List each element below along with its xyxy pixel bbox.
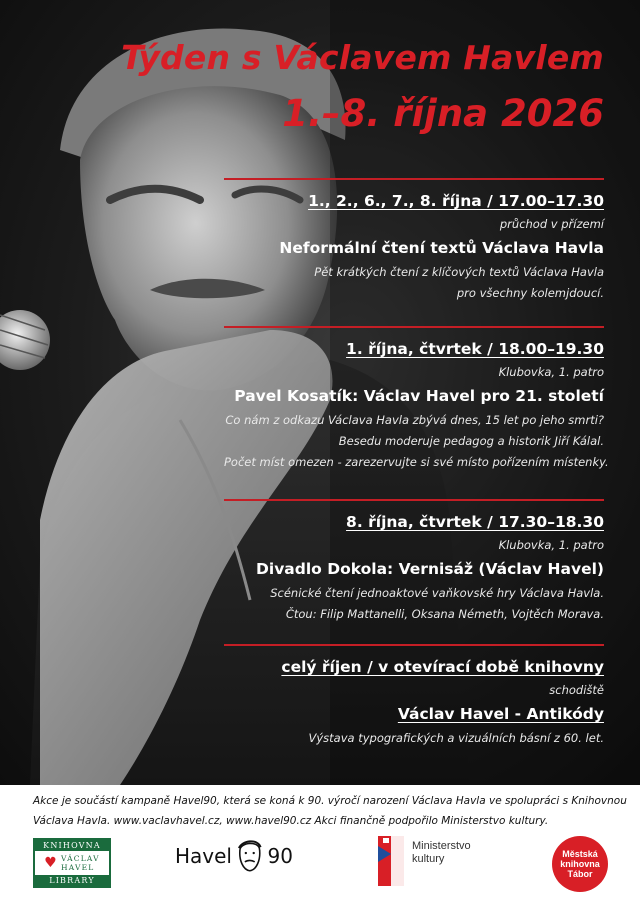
event-datetime: 8. října, čtvrtek / 17.30–18.30 (346, 513, 604, 531)
event-title: Neformální čtení textů Václava Havla (279, 239, 604, 257)
event-description: Co nám z odkazu Václava Havla zbývá dnes, 15 let po jeho smrti? (225, 413, 604, 427)
havel90-logo-right: 90 (267, 844, 293, 868)
event-title: Václav Havel - Antikódy (397, 705, 604, 723)
poster-dates: 1.–8. října 2026 (282, 92, 604, 135)
event-description: Čtou: Filip Mattanelli, Oksana Németh, Vojtěch Morava. (285, 607, 604, 621)
event-description: Besedu moderuje pedagog a historik Jiří Kálal. (338, 434, 604, 448)
event-datetime: 1., 2., 6., 7., 8. října / 17.00–17.30 (308, 192, 604, 210)
event-block (224, 499, 604, 625)
city-library-name: Městská (562, 849, 598, 859)
event-description: Pět krátkých čtení z klíčových textů Václava Havla (314, 265, 604, 279)
ministry-name: Ministerstvo (412, 840, 471, 852)
event-description: pro všechny kolemjdoucí. (456, 286, 604, 300)
divider (224, 499, 604, 501)
havel-face-icon (236, 838, 264, 874)
city-library-logo (552, 836, 608, 892)
ministry-of-culture-logo (378, 836, 488, 888)
event-description: Počet míst omezen - zarezervujte si své místo pořízením místenky. (224, 455, 609, 469)
event-title: Pavel Kosatík: Václav Havel pro 21. století (234, 387, 604, 405)
havel90-logo-left: Havel (175, 844, 232, 868)
event-venue: schodiště (549, 683, 604, 697)
divider (224, 178, 604, 180)
event-datetime: celý říjen / v otevírací době knihovny (281, 658, 604, 676)
city-library-name: Tábor (567, 869, 593, 879)
heart-icon: ♥ (44, 855, 59, 871)
event-block (224, 326, 609, 473)
event-venue: Klubovka, 1. patro (498, 365, 604, 379)
event-datetime: 1. října, čtvrtek / 18.00–19.30 (346, 340, 604, 358)
event-block (224, 178, 604, 304)
library-logo (33, 838, 111, 888)
footer-line: Akce je součástí kampaně Havel90, která se koná k 90. výročí narození Václava Havla ve spolupráci s Knihovnou (33, 795, 627, 807)
library-logo-name: HAVEL (61, 863, 95, 872)
library-logo-bottom: LIBRARY (35, 875, 109, 886)
event-description: Scénické čtení jednoaktové vaňkovské hry Václava Havla. (270, 586, 604, 600)
havel90-logo (175, 838, 293, 878)
ministry-name: kultury (412, 853, 445, 865)
event-title: Divadlo Dokola: Vernisáž (Václav Havel) (256, 560, 604, 578)
event-venue: Klubovka, 1. patro (498, 538, 604, 552)
event-description: Výstava typografických a vizuálních básní z 60. let. (308, 731, 604, 745)
poster-title: Týden s Václavem Havlem (121, 38, 604, 77)
divider (224, 326, 604, 328)
library-logo-name: VÁCLAV (61, 854, 100, 863)
event-block (224, 644, 604, 749)
event-venue: průchod v přízemí (499, 217, 604, 231)
footer-line: Václava Havla. www.vaclavhavel.cz, www.havel90.cz Akci finančně podpořilo Ministerstvo kultury. (33, 815, 549, 827)
czech-flag-icon (378, 836, 404, 886)
divider (224, 644, 604, 646)
city-library-name: knihovna (560, 859, 600, 869)
library-logo-top: KNIHOVNA (35, 840, 109, 851)
footer-note (33, 791, 627, 831)
